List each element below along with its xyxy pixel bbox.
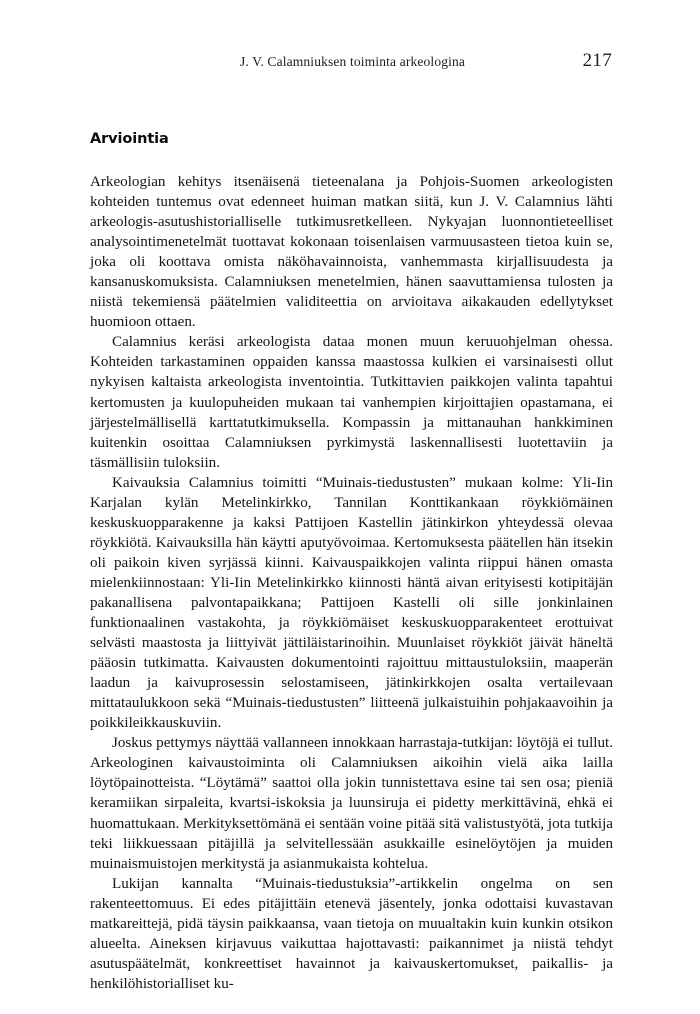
paragraph-1: Arkeologian kehitys itsenäisenä tieteenalana ja Pohjois-Suomen arkeologisten kohteiden tuntemus ovat edenneet huiman matkan siitä, kun J. V. Calamnius lähti arkeologis-asutushistorialliselle tutkimusretkelleen. Nykyajan luonnontieteelliset analysointimenetelmät tuottavat kokonaan toisenlaisen varmuusasteen tietoa kuin se, joka oli koottava omista näköhavainnoista, vanhemmasta kirjallisuudesta ja kansanuskomuksista. Calamniuksen menetelmien, hänen saavuttamiensa tulosten ja niistä tekemiensä päätelmien validiteettia on arvioitava aikakauden edellytykset huomioon ottaen.: [90, 174, 613, 331]
body-text: [90, 172, 613, 994]
running-head: [90, 50, 612, 72]
section-heading: Arviointia: [90, 131, 169, 147]
paragraph-4: Joskus pettymys näyttää vallanneen innokkaan harrastaja-tutkijan: löytöjä ei tullut. Arkeologinen kaivaustoiminta oli Calamniuksen aikoihin vielä aika lailla löytöpainotteista. “Löytämä” saattoi olla jokin tunnistettava esine tai sen osa; pieniä keramiikan sirpaleita, kvartsi-iskoksia ja luunsiruja ei pidetty merkittävinä, ehkä ei huomattukaan. Merkityksettömänä ei sentään voine pitää sitä valistustyötä, jota tutkija teki liikkuessaan pitäjillä ja selvitellessään asukkaille esinelöytöjen ja muiden muinaismuistojen merkitystä ja asianmukaista kohtelua.: [90, 735, 613, 872]
paragraph-5: Lukijan kannalta “Muinais-tiedustuksia”-artikkelin ongelma on sen rakenteettomuus. Ei edes pitäjittäin etenevä jäsentely, jonka odottaisi kuvastavan matkareittejä, pidä täysin paikkaansa, vaan tietoja on muualtakin kuin kunkin otsikon alueelta. Aineksen kirjavuus vaikuttaa hajottavasti: paikannimet ja niistä tehdyt asutuspäätelmät, konkreettiset havainnot ja kaivauskertomukset, paikallis- ja henkilöhistorialliset ku-: [90, 875, 613, 992]
running-head-title: J. V. Calamniuksen toiminta arkeologina: [240, 54, 466, 69]
paragraph-2: Calamnius keräsi arkeologista dataa monen muun keruuohjelman ohessa. Kohteiden tarkastaminen oppaiden kanssa maastossa kulkien ei varsinaisesti ollut nykyisen kaltaista arkeologista inventointia. Tutkittavien paikkojen valinta tapahtui kertomusten ja kuulopuheiden mukaan tai vanhempien kirjoittajien opastamana, ei järjestelmällisellä karttatutkimuksella. Kompassin ja mittanauhan hankkiminen kuitenkin osoittaa Calamniuksen pyrkimystä laskennallisesti luotettaviin ja täsmällisiin tuloksiin.: [90, 334, 613, 471]
paragraph-3: Kaivauksia Calamnius toimitti “Muinais-tiedustusten” mukaan kolme: Yli-Iin Karjalan kylän Metelinkirkko, Tannilan Konttikankaan röykkiömäinen keskuskuopparakenne ja kaksi Pattijoen Kastellin jätinkirkon yhteydessä olevaa röykkiötä. Kaivauksilla hän käytti aputyövoimaa. Kertomuksesta päätellen hän itsekin oli paikoin kiven syrjässä kiinni. Kaivauspaikkojen valinta riippui hänen omasta mielenkiinnostaan: Yli-Iin Metelinkirkko kiinnosti häntä aivan erityisesti kotipitäjän pakanallisena palvontapaikkana; Pattijoen Kastelli oli sille jonkinlainen funktionaalinen vastakohta, ja röykkiömäiset keskuskuopparakenteet erottuivat selvästi maastosta ja liittyivät jättiläistarinoihin. Muunlaiset röykkiöt jäivät häneltä pääosin tutkimatta. Kaivausten dokumentointi rajoittuu mittaustuloksiin, maaperän laadun ja kaivuprosessin selostamiseen, jätinkirkkojen osalta vertailevaan mittataulukkoon sekä “Muinais-tiedustusten” liitteenä julkaistuihin pohjakaavoihin ja poikkileikkauskuviin.: [90, 474, 613, 732]
page-number: 217: [582, 50, 612, 71]
